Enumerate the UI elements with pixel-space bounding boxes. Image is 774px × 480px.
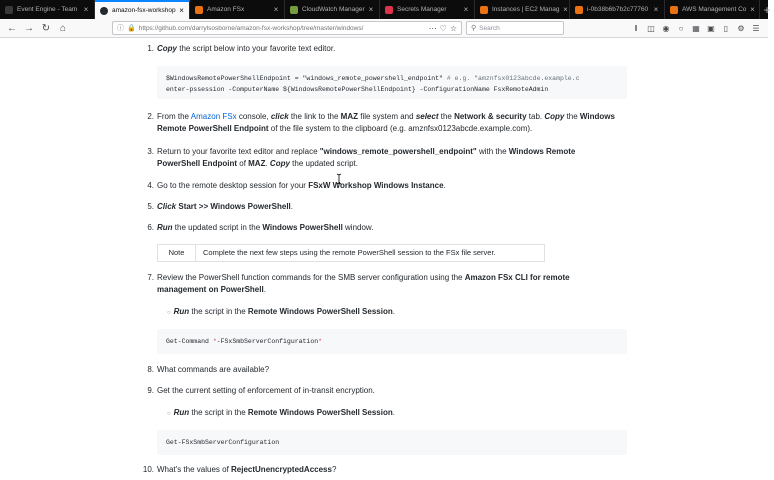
tab-aws-console[interactable]: AWS Management Co × [665,0,760,19]
page-content [0,39,768,480]
tab-cloudwatch[interactable]: CloudWatch Manager × [285,0,380,19]
extension-icon[interactable]: ◉ [662,23,670,33]
back-icon[interactable]: ← [7,22,17,34]
close-icon[interactable]: × [563,5,568,14]
amazon-fsx-link[interactable]: Amazon FSx [190,112,237,121]
code-block[interactable]: Get-FSxSmbServerConfiguration [157,430,627,455]
info-icon[interactable]: ⓘ [117,25,124,32]
tab-ec2-instances[interactable]: Instances | EC2 Manag × [475,0,570,19]
bookmark-star-icon[interactable]: ☆ [449,23,457,33]
sidebar-icon[interactable]: ◫ [647,23,655,33]
extension-icon[interactable]: ⚙ [737,23,745,33]
extension-icon[interactable]: ▣ [707,23,715,33]
aws-icon [670,6,678,14]
secrets-icon [385,6,393,14]
close-icon[interactable]: × [750,5,755,14]
page-actions-icon[interactable]: ⋯ [428,23,437,33]
close-icon[interactable]: × [368,5,374,14]
list-item: 7. Review the PowerShell function commands for the SMB server configuration using the Amazon FSx CLI for remote management on PowerShell. [147,273,570,294]
toolbar [629,20,764,36]
library-icon[interactable]: ‖ [634,23,638,33]
pocket-icon[interactable]: ♡ [439,23,447,33]
search-input[interactable] [466,21,564,35]
ec2-icon [480,6,488,14]
tab-event-engine[interactable]: Event Engine - Team × [0,0,95,19]
note-body: Complete the next few steps using the remote PowerShell session to the FSx file server. [203,248,496,257]
sub-list-item: ○ Run the script in the Remote Windows PowerShell Session. [167,307,395,316]
extension-icon[interactable]: ▦ [692,23,700,33]
sub-list-item: ○ Run the script in the Remote Windows PowerShell Session. [167,408,395,417]
note-heading: Note [158,245,196,261]
new-tab-icon[interactable]: + [763,2,771,17]
code-block[interactable]: $WindowsRemotePowerShellEndpoint = "windows_remote_powershell_endpoint" # e.g. "amznfsx0123abcde.example.c enter-pssession -ComputerName ${WindowsRemotePowerShellEndpoint} -ConfigurationName FsxRemoteAdmin [157,66,627,99]
list-item: 2. From the Amazon FSx console, click the link to the MAZ file system and select the Network & security tab. Copy the Windows Remote PowerShell Endpoint of the file system to the clipboard (e.g. amznfsx0123abcde.example.com). [147,112,615,133]
list-item: 9. Get the current setting of enforcement of in-transit encryption. [147,386,375,395]
ec2-icon [575,6,583,14]
code-block[interactable]: Get-Command *-FSxSmbServerConfiguration* [157,329,627,354]
list-item: 1. Copy the script below into your favorite text editor. [147,44,336,53]
list-item: 5. Click Start >> Windows PowerShell. [147,202,293,211]
list-item: 4. Go to the remote desktop session for your FSxW Workshop Windows Instance. [147,181,446,190]
list-item: 6. Run the updated script in the Windows PowerShell window. [147,223,374,232]
list-item: 10. What's the values of RejectUnencryptedAccess? [142,465,337,474]
extension-icon[interactable]: ▯ [723,23,729,33]
close-icon[interactable]: × [463,5,469,14]
reload-icon[interactable]: ↻ [41,22,51,34]
navigation-bar [0,19,768,38]
search-icon: ⚲ [471,25,477,32]
extension-icon[interactable]: ○ [678,23,684,33]
bullet-icon: ○ [167,310,171,316]
tab-secrets-manager[interactable]: Secrets Manager × [380,0,475,19]
close-icon[interactable]: × [273,5,279,14]
address-bar[interactable] [112,21,462,35]
tab-favicon-icon [5,6,13,14]
tab-instance-id[interactable]: i-0b38b6b7b2c77760 × [570,0,665,19]
forward-icon[interactable]: → [24,22,34,34]
home-icon[interactable]: ⌂ [59,22,67,34]
cloudwatch-icon [290,6,298,14]
github-icon [100,7,108,15]
close-icon[interactable]: × [653,5,659,14]
bullet-icon: ○ [167,411,171,417]
list-item: 8. What commands are available? [147,365,270,374]
tab-amazon-fsx[interactable]: Amazon FSx × [190,0,285,19]
tab-strip [0,0,771,19]
list-item: 3. Return to your favorite text editor and replace "windows_remote_powershell_endpoint" with the Windows Remote PowerShell Endpoint of MAZ. Copy the updated script. [147,147,576,168]
close-icon[interactable]: × [179,6,184,15]
aws-icon [195,6,203,14]
note-box [157,244,545,262]
search-placeholder: Search [479,24,500,32]
close-icon[interactable]: × [83,5,89,14]
menu-icon[interactable]: ☰ [752,23,760,33]
url-text[interactable]: https://github.com/darrylsosborne/amazon-fsx-workshop/tree/master/windows/ [138,24,364,32]
tab-github-workshop[interactable]: amazon-fsx-workshop × [95,0,190,19]
text-cursor-icon [336,174,342,184]
lock-icon: 🔒 [127,25,136,32]
